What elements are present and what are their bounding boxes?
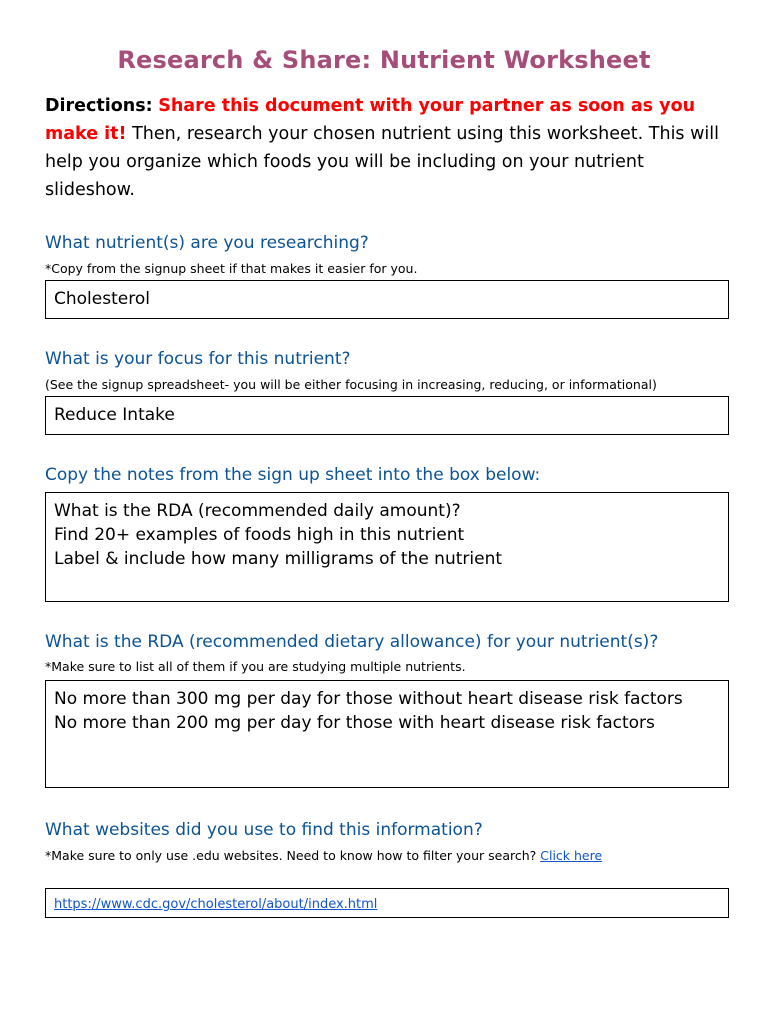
answer-nutrient: Cholesterol xyxy=(54,289,150,309)
answer-focus: Reduce Intake xyxy=(54,405,175,425)
answer-box-focus[interactable] xyxy=(45,396,729,435)
answer-box-notes[interactable] xyxy=(45,492,729,602)
click-here-link[interactable]: Click here xyxy=(540,848,603,863)
note-focus: (See the signup spreadsheet- you will be either focusing in increasing, reducing, or informational) xyxy=(45,377,657,392)
note-nutrient: *Copy from the signup sheet if that makes it easier for you. xyxy=(45,261,418,276)
notes-line: What is the RDA (recommended daily amount)? xyxy=(54,501,461,521)
note-websites-text: *Make sure to only use .edu websites. Need to know how to filter your search? xyxy=(45,848,541,863)
question-rda: What is the RDA (recommended dietary allowance) for your nutrient(s)? xyxy=(45,632,659,652)
page-title: Research & Share: Nutrient Worksheet xyxy=(117,46,651,74)
question-notes: Copy the notes from the sign up sheet into the box below: xyxy=(45,465,541,485)
directions-lead: Directions: xyxy=(45,96,153,116)
question-focus: What is your focus for this nutrient? xyxy=(45,349,351,369)
rda-line: No more than 200 mg per day for those with heart disease risk factors xyxy=(54,713,655,733)
directions-highlight: Share this document with your partner as soon as you make it! xyxy=(45,96,696,144)
rda-line: No more than 300 mg per day for those without heart disease risk factors xyxy=(54,689,683,709)
answer-box-nutrient[interactable] xyxy=(45,280,729,319)
notes-line: Label & include how many milligrams of the nutrient xyxy=(54,549,503,569)
note-rda: *Make sure to list all of them if you are studying multiple nutrients. xyxy=(45,659,466,674)
note-websites xyxy=(45,848,602,863)
question-websites: What websites did you use to find this information? xyxy=(45,820,483,840)
directions-paragraph xyxy=(45,92,735,204)
directions-body: Then, research your chosen nutrient using this worksheet. This will help you organize which foods you will be including on your nutrient slideshow. xyxy=(45,124,720,200)
answer-box-rda[interactable] xyxy=(45,680,729,788)
notes-line: Find 20+ examples of foods high in this nutrient xyxy=(54,525,465,545)
answer-box-websites[interactable] xyxy=(45,888,729,918)
cdc-website-link[interactable]: https://www.cdc.gov/cholesterol/about/index.html xyxy=(54,897,378,912)
question-nutrient: What nutrient(s) are you researching? xyxy=(45,233,369,253)
